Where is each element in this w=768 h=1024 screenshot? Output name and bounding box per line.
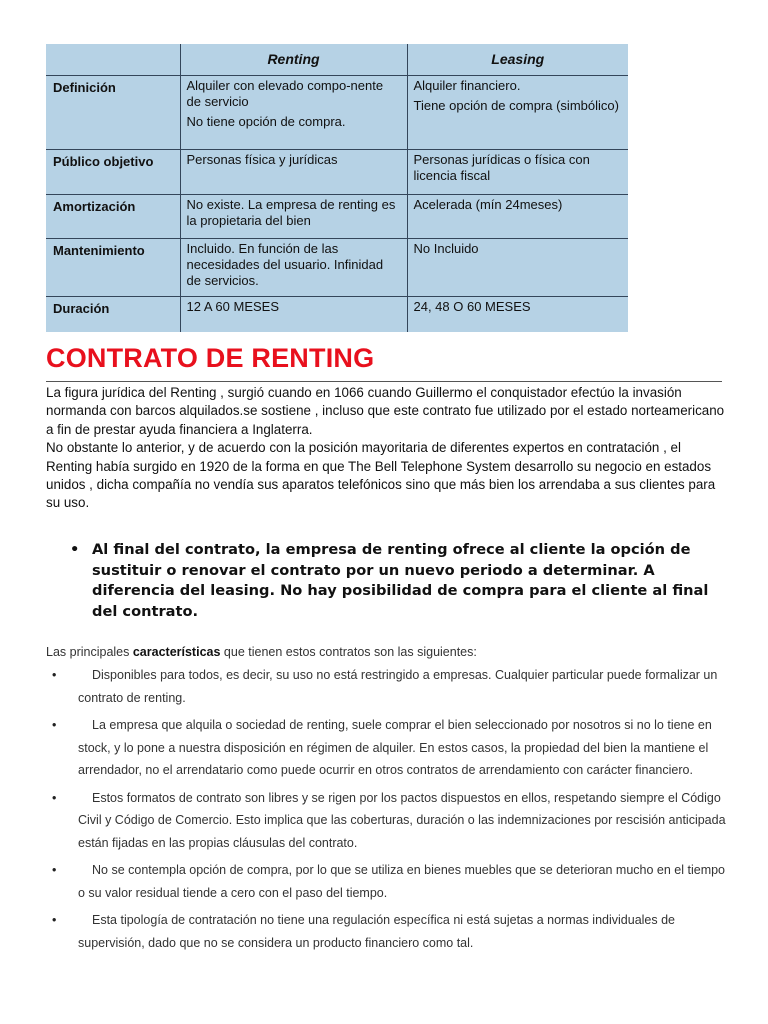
list-item [46, 664, 726, 709]
table-corner-cell [46, 44, 180, 75]
features-intro: Las principales características que tienen estos contratos son las siguientes: [46, 645, 477, 659]
leasing-cell: Alquiler financiero. Tiene opción de compra (simbólico) [407, 75, 628, 149]
column-header-leasing: Leasing [407, 44, 628, 75]
title-divider [46, 381, 722, 382]
list-item-text: Esta tipología de contratación no tiene una regulación específica ni está sujetas a normas individuales de supervisión, dado que no se considera un producto financiero como tal. [78, 913, 676, 950]
leasing-cell: Acelerada (mín 24meses) [407, 194, 628, 238]
bullet-icon: • [52, 718, 57, 732]
page-title: CONTRATO DE RENTING [46, 343, 375, 373]
bold-bullet-item [70, 540, 730, 622]
list-item [46, 859, 726, 904]
row-label: Duración [46, 296, 180, 332]
row-label: Definición [46, 75, 180, 149]
list-item-text: Estos formatos de contrato son libres y se rigen por los pactos dispuestos en ellos, respetando siempre el Código Civil y Código de Comercio. Esto implica que las coberturas, duración o las indemnizaciones por rescisión anticipada están fijadas en las propias cláusulas del contrato. [78, 790, 726, 850]
renting-cell: Incluido. En función de las necesidades del usuario. Infinidad de servicios. [180, 238, 407, 296]
bold-bullet-text: Al final del contrato, la empresa de renting ofrece al cliente la opción de sustituir o renovar el contrato por un nuevo periodo a determinar. A diferencia del leasing. No hay posibilidad de compra para el cliente al final del contrato. [92, 541, 709, 620]
row-label: Público objetivo [46, 149, 180, 194]
list-item [46, 787, 726, 855]
list-item [46, 909, 726, 954]
list-item-text: La empresa que alquila o sociedad de renting, suele comprar el bien seleccionado por nosotros si no lo tiene en stock, y lo pone a nuestra disposición en régimen de alquiler. En estos casos, la propiedad del bien la mantiene el arrendador, no el arrendatario como puede ocurrir en otros contratos de arrendamiento con carácter financiero. [78, 718, 712, 777]
renting-cell: No existe. La empresa de renting es la propietaria del bien [180, 194, 407, 238]
list-item-text: No se contempla opción de compra, por lo que se utiliza en bienes muebles que se deterioran mucho en el tiempo o su valor residual tiende a cero con el paso del tiempo. [78, 863, 726, 900]
leasing-cell: 24, 48 O 60 MESES [407, 296, 628, 332]
bullet-icon: • [52, 913, 57, 927]
row-label: Amortización [46, 194, 180, 238]
bullet-icon: • [52, 790, 57, 805]
features-list [46, 664, 726, 959]
intro-paragraph: La figura jurídica del Renting , surgió cuando en 1066 cuando Guillermo el conquistador efectúo la invasión normanda con barcos alquilados.se sostiene , incluso que este contrato fue utilizado por el estado norteamericano a fin de prestar ayuda financiera a Inglaterra. [46, 385, 725, 437]
column-header-renting: Renting [180, 44, 407, 75]
list-item [46, 714, 726, 782]
features-intro-bold: características [132, 645, 221, 659]
row-label: Mantenimiento [46, 238, 180, 296]
bullet-icon: • [52, 863, 57, 877]
renting-cell: 12 A 60 MESES [180, 296, 407, 332]
renting-cell: Alquiler con elevado compo-nente de servicio No tiene opción de compra. [180, 75, 407, 149]
bullet-icon: • [52, 668, 57, 682]
leasing-cell: Personas jurídicas o física con licencia fiscal [407, 149, 628, 194]
bullet-icon: • [70, 541, 80, 558]
list-item-text: Disponibles para todos, es decir, su uso no está restringido a empresas. Cualquier particular puede formalizar un contrato de renting. [78, 668, 718, 705]
renting-cell: Personas física y jurídicas [180, 149, 407, 194]
leasing-cell: No Incluido [407, 238, 628, 296]
intro-paragraph: No obstante lo anterior, y de acuerdo con la posición mayoritaria de diferentes expertos en contratación , el Renting había surgido en 1920 de la forma en que The Bell Telephone System desarrollo su negocio en estados unidos , dicha compañía no vendía sus aparatos telefónicos sino que más bien los arrendaba a sus clientes para su uso. [46, 440, 716, 511]
comparison-table [46, 44, 628, 332]
intro-text [46, 384, 726, 513]
